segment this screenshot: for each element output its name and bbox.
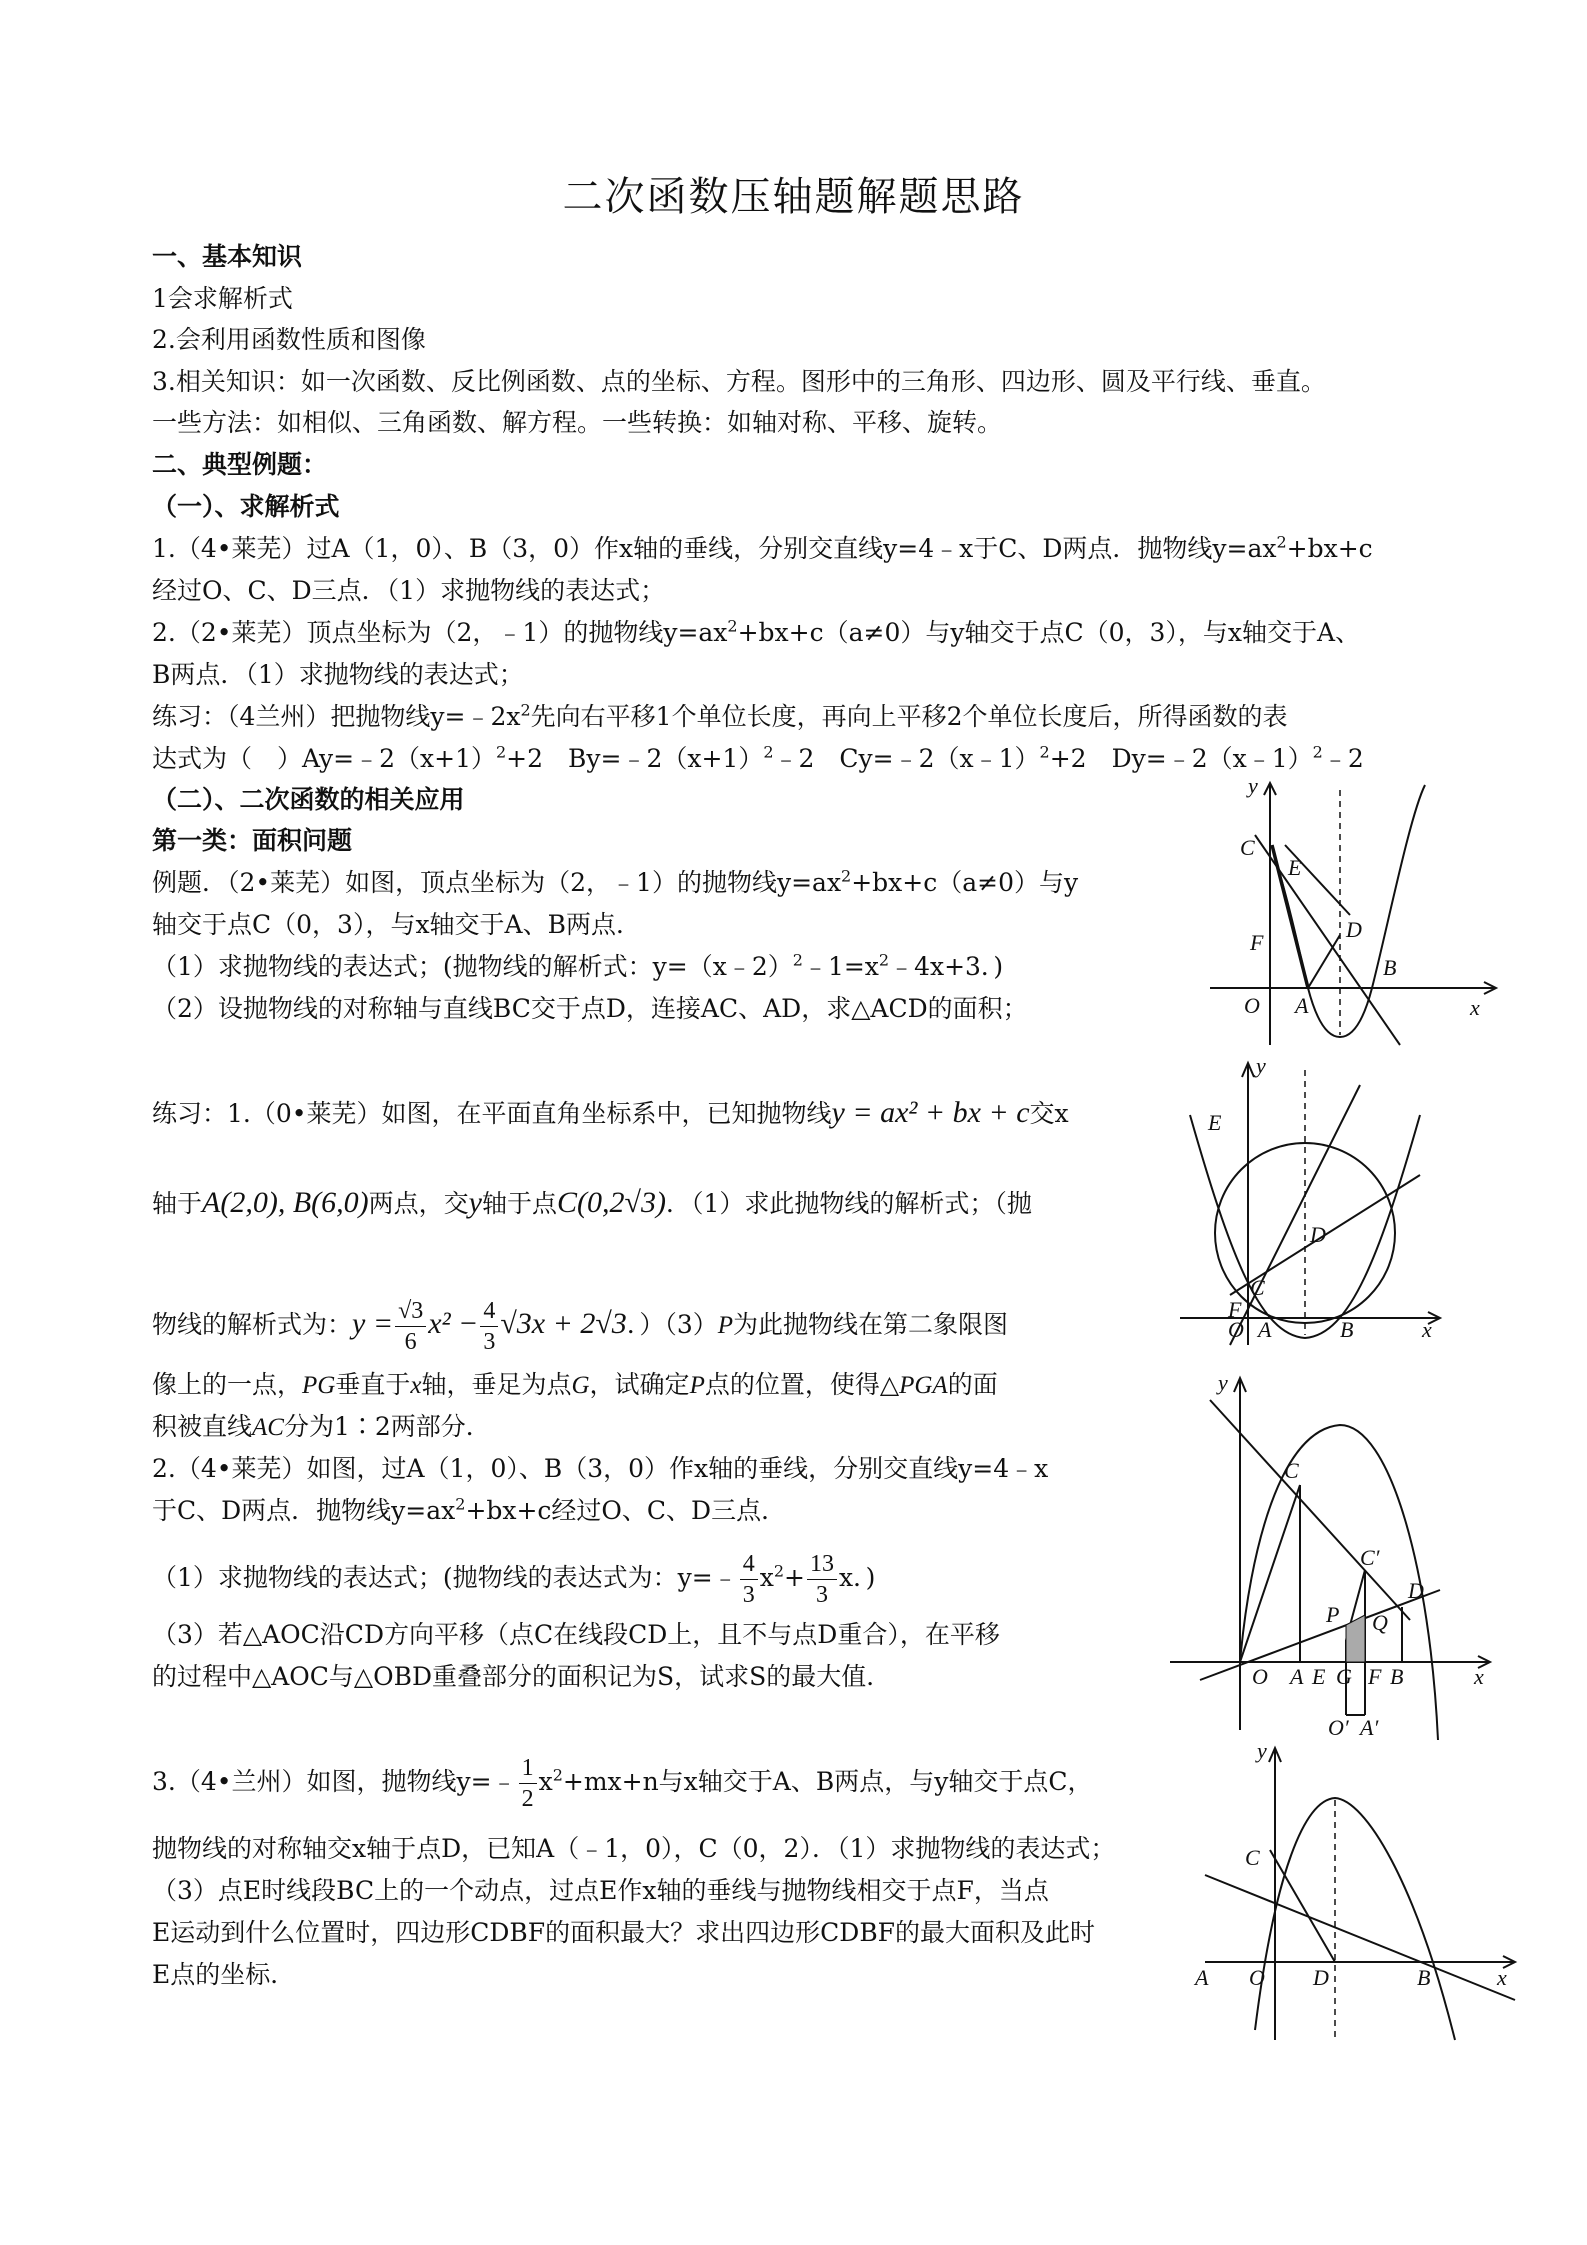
text-line: 轴交于点C（0，3），与x轴交于A、B两点． (152, 910, 641, 939)
subsection-heading: （一）、求解析式 (152, 492, 340, 521)
formula: y = ax² + bx + c (831, 1096, 1030, 1129)
text-line: 的过程中△AOC与△OBD重叠部分的面积记为S，试求S的最大值． (152, 1662, 892, 1691)
figure-translation-triangle (1160, 1370, 1500, 1740)
text-line: 于C、D两点．抛物线$y=ax^2+bx+c$经过O、C、D三点． (152, 1494, 787, 1525)
text-line: 一些方法：如相似、三角函数、解方程。一些转换：如轴对称、平移、旋转。 (152, 408, 1003, 437)
text-line: 1.（4•莱芜）过A（1，0）、B（3，0）作x轴的垂线，分别交直线y=4﹣x于C、D两点．抛物线$y=ax^2+bx+c$ (152, 532, 1373, 563)
text-line: 1会求解析式 (152, 284, 293, 313)
text-line: 轴于A(2,0), B(6,0)两点，交y轴于点C(0,2√3)．（1）求此抛物线的解析式；（抛 (152, 1186, 1032, 1219)
label-C: C (1245, 1845, 1260, 1870)
label-D: D (1310, 1222, 1326, 1247)
axis-label-y: y (1257, 1738, 1267, 1763)
section-heading: 二、典型例题： (152, 450, 328, 479)
section-heading: 一、基本知识 (152, 242, 303, 271)
text-line: 物线的解析式为：y = $\frac{√3}{6}$ x² − $\frac{4}{3}$ √3x + 2√3．）（3）P为此抛物线在第二象限图 (152, 1298, 1009, 1355)
axis-label-x: x (1474, 1664, 1484, 1689)
label-Cp: C′ (1360, 1545, 1380, 1570)
subsection-heading: 第一类：面积问题 (152, 826, 353, 855)
label-B: B (1340, 1317, 1354, 1342)
label-F: F (1228, 1297, 1242, 1322)
label-O: O (1252, 1664, 1268, 1689)
label-Op: O′ (1328, 1715, 1349, 1740)
label-B: B (1383, 955, 1397, 980)
label-E: E (1208, 1110, 1222, 1135)
label-O: O (1244, 993, 1260, 1018)
text-line: 练习：（4兰州）把抛物线$y=﹣2x^2$先向右平移1个单位长度，再向上平移2个单位长度后，所得函数的表 (152, 700, 1288, 731)
text-line: E运动到什么位置时，四边形CDBF的面积最大？求出四边形CDBF的最大面积及此时 (152, 1918, 1096, 1947)
axis-label-y: y (1256, 1053, 1266, 1078)
formula: C(0,2√3) (557, 1186, 666, 1219)
text-line: 达式为（ ）$Ay=﹣2(x+1)^2+2$ $By=﹣2(x+1)^2﹣2$ Cy=﹣2（x﹣1）$^2$+2 Dy=﹣2（x﹣1）$^2$﹣2 (152, 742, 1364, 773)
axis-label-x: x (1422, 1317, 1432, 1342)
text-line: 经过O、C、D三点．（1）求抛物线的表达式； (152, 576, 666, 605)
label-C: C (1284, 1458, 1299, 1483)
label-G: G (1336, 1664, 1352, 1689)
text-line: （2）设抛物线的对称轴与直线BC交于点D，连接AC、AD，求△ACD的面积； (152, 994, 1028, 1023)
text-line: 像上的一点，PG垂直于x轴，垂足为点G，试确定P点的位置，使得△PGA的面 (152, 1370, 998, 1399)
label-C: C (1240, 835, 1255, 860)
text-line: （3）点E时线段BC上的一个动点，过点E作x轴的垂线与抛物线相交于点F，当点 (152, 1876, 1049, 1905)
text-line: E点的坐标． (152, 1960, 296, 1989)
figure-parabola-quadrilateral (1195, 1740, 1525, 2050)
axis-label-y: y (1218, 1370, 1228, 1395)
formula: A(2,0), B(6,0) (202, 1186, 369, 1219)
text-line: 3.（4•兰州）如图，抛物线y=﹣ $\frac{1}{2}$ $x^2+mx+n$与x轴交于A、B两点，与y轴交于点C， (152, 1755, 1093, 1812)
text-line: B两点．（1）求抛物线的表达式； (152, 660, 524, 689)
label-Q: Q (1372, 1610, 1388, 1635)
label-D: D (1313, 1965, 1329, 1990)
label-O: O (1228, 1317, 1244, 1342)
label-Ap: A′ (1360, 1715, 1379, 1740)
label-E: E (1312, 1664, 1326, 1689)
label-O: O (1249, 1965, 1265, 1990)
label-F: F (1368, 1664, 1382, 1689)
label-A: A (1195, 1965, 1209, 1990)
axis-label-x: x (1470, 995, 1480, 1020)
text-line: 例题．（2•莱芜）如图，顶点坐标为（2，﹣1）的抛物线$y=ax^2+bx+c(a\ne 0)$与y (152, 866, 1079, 897)
label-B: B (1390, 1664, 1404, 1689)
label-A: A (1290, 1664, 1304, 1689)
label-B: B (1417, 1965, 1431, 1990)
label-C: C (1250, 1275, 1265, 1300)
text-line: （3）若△AOC沿CD方向平移（点C在线段CD上，且不与点D重合），在平移 (152, 1620, 1000, 1649)
label-A: A (1258, 1317, 1272, 1342)
label-E: E (1288, 855, 1302, 880)
text-line: 练习：1.（0•莱芜）如图，在平面直角坐标系中，已知抛物线y = ax² + bx + c交x (152, 1096, 1069, 1129)
label-F: F (1250, 930, 1264, 955)
label-A: A (1295, 993, 1309, 1018)
page-title: 二次函数压轴题解题思路 (562, 174, 1025, 220)
figure-parabola-area (1200, 775, 1500, 1055)
text-line: （1）求抛物线的表达式；(抛物线的解析式：$y=(x﹣2)^2﹣1=x^2﹣4x+3$．) (152, 950, 1004, 981)
axis-label-x: x (1497, 1965, 1507, 1990)
text-line: （1）求抛物线的表达式；(抛物线的表达式为：y=﹣ $\frac{4}{3}$ $x^2+$ $\frac{13}{3}$ x．) (152, 1551, 876, 1608)
figure-circle-parabola (1170, 1055, 1470, 1355)
label-D: D (1346, 917, 1362, 942)
text-line: 2.（4•莱芜）如图，过A（1，0）、B（3，0）作x轴的垂线，分别交直线y=4﹣x (152, 1454, 1049, 1483)
axis-label-y: y (1248, 773, 1258, 798)
label-P: P (1326, 1602, 1340, 1627)
text-line: 2.（2•莱芜）顶点坐标为（2，﹣1）的抛物线$y=ax^2+bx+c(a\ne 0)$与y轴交于点C（0，3），与x轴交于A、 (152, 616, 1361, 647)
subsection-heading: （二）、二次函数的相关应用 (152, 785, 465, 814)
text-line: 2.会利用函数性质和图像 (152, 325, 426, 354)
label-D: D (1408, 1578, 1424, 1603)
text-line: 抛物线的对称轴交x轴于点D，已知A（﹣1，0），C（0，2）．（1）求抛物线的表达式； (152, 1834, 1116, 1863)
text-line: 3.相关知识：如一次函数、反比例函数、点的坐标、方程。图形中的三角形、四边形、圆及平行线、垂直。 (152, 367, 1326, 396)
text-line: 积被直线AC分为1∶2两部分． (152, 1412, 491, 1441)
